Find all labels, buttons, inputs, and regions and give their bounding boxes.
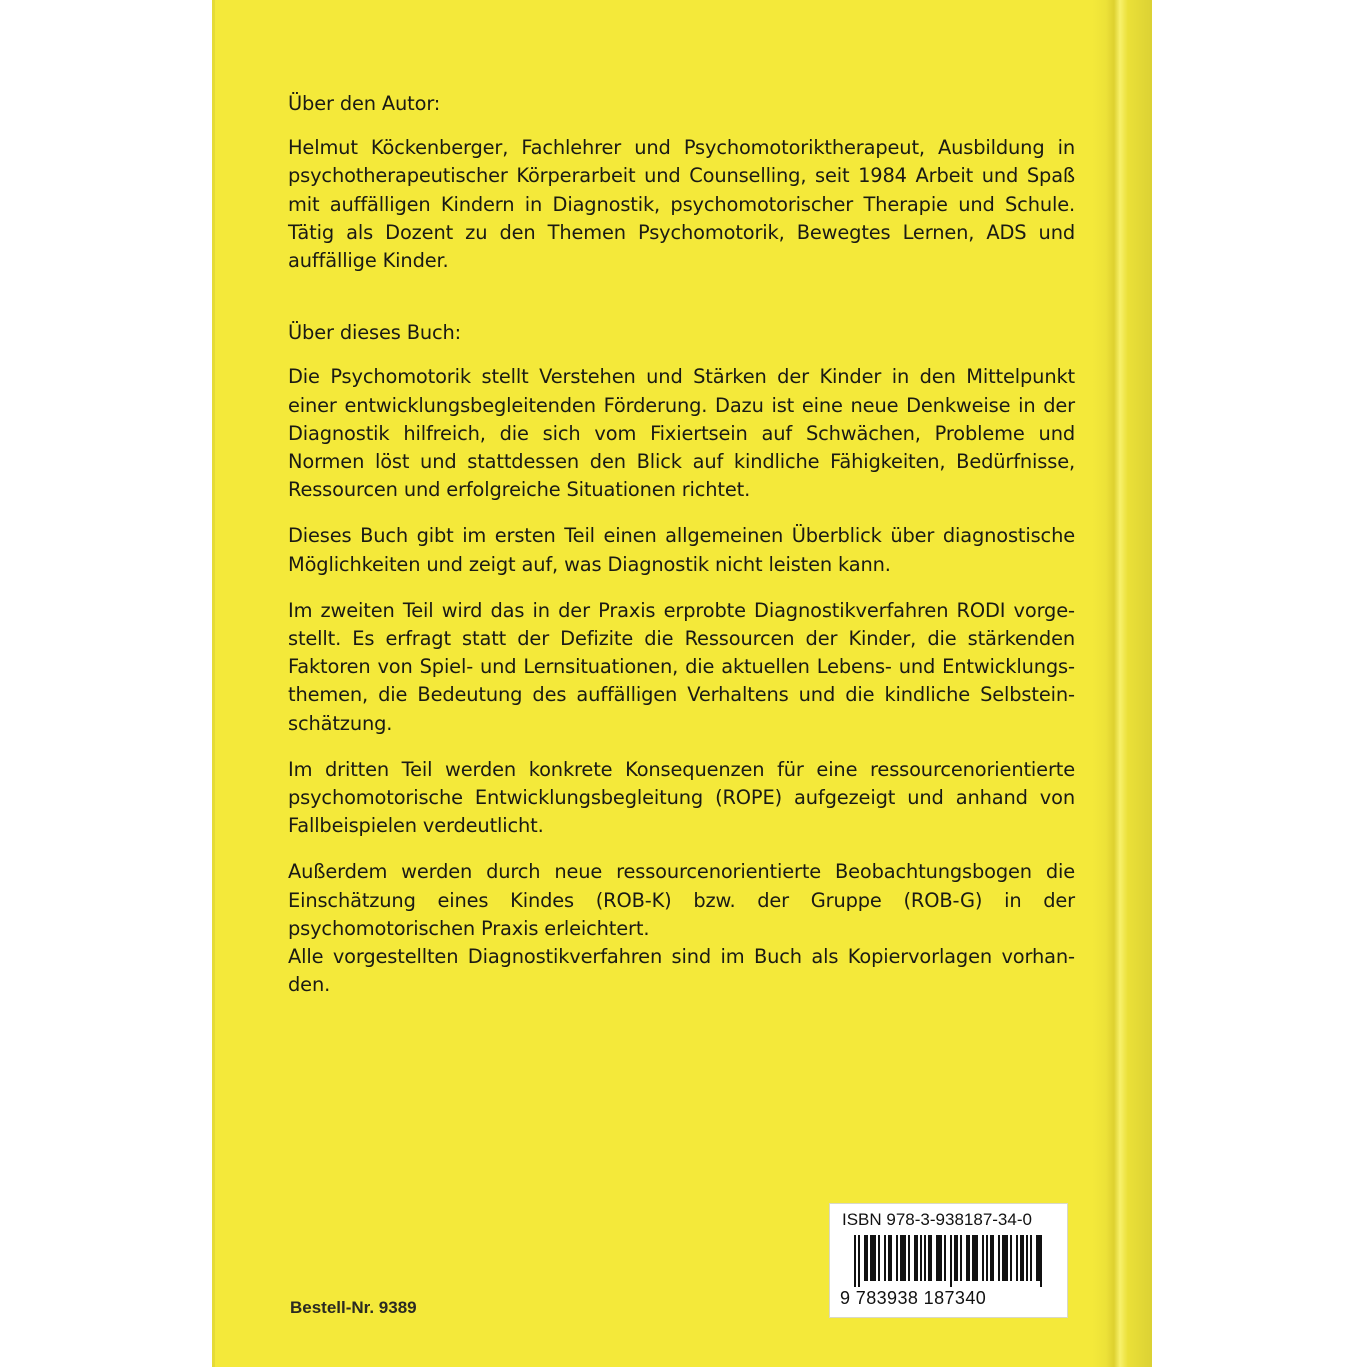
cover-text — [288, 90, 1075, 1017]
barcode-bar — [1026, 1235, 1028, 1281]
barcode-bar — [944, 1235, 946, 1281]
about-book-heading: Über dieses Buch: — [288, 321, 462, 345]
barcode-bar — [1038, 1235, 1040, 1281]
isbn-barcode — [829, 1203, 1068, 1318]
barcode-bar — [890, 1235, 892, 1281]
barcode-bar — [1020, 1235, 1022, 1281]
barcode-bar — [1016, 1235, 1018, 1281]
section-spacer — [288, 293, 1075, 319]
barcode-bar — [914, 1235, 916, 1281]
barcode-bars — [854, 1235, 1044, 1287]
barcode-bar — [990, 1235, 992, 1281]
book-paragraph-6: Alle vorgestellten Diagnostikverfahren sind im Buch als Kopiervorlagen vorhanden. — [288, 945, 1075, 997]
barcode-bar — [992, 1235, 994, 1281]
barcode-bar — [974, 1235, 976, 1281]
cover-edge — [212, 0, 215, 1367]
barcode-bar — [872, 1235, 874, 1281]
barcode-bar — [960, 1235, 962, 1281]
barcode-bar — [884, 1235, 886, 1281]
order-number: Bestell-Nr. 9389 — [290, 1298, 417, 1317]
barcode-bar — [854, 1235, 856, 1287]
barcode-bar — [858, 1235, 860, 1287]
barcode-bar — [1036, 1235, 1038, 1281]
barcode-bar — [1022, 1235, 1024, 1281]
barcode-bar — [904, 1235, 906, 1281]
barcode-bar — [920, 1235, 922, 1281]
about-author-heading: Über den Autor: — [288, 92, 441, 115]
barcode-bar — [902, 1235, 904, 1281]
barcode-bar — [972, 1235, 974, 1281]
barcode-bar — [870, 1235, 872, 1281]
book-paragraph-4: Im dritten Teil werden konkrete Konsequenzen für eine ressourcenorientierte psychomotorische Entwicklungsbegleitung (ROPE) aufgezeigt und anhand von Fallbeispielen verdeutlicht. — [288, 757, 1075, 838]
barcode-bar — [866, 1235, 868, 1281]
barcode-bar — [874, 1235, 876, 1281]
barcode-bar — [928, 1235, 930, 1281]
barcode-bar — [908, 1235, 910, 1281]
barcode-bar — [924, 1235, 926, 1281]
book-paragraph-1: Die Psychomotorik stellt Verstehen und Stärken der Kinder in den Mittelpunkt einer entwicklungsbegleitenden Förderung. Dazu ist eine neue Denkweise in der Diagnostik hilfreich, die sich vom Fixiertsein auf Schwächen, Probleme und Normen löst und stattdessen den Blick auf kindliche Fähigkeiten, Bedürfnisse, Ressourcen und erfolgreiche Situationen richtet. — [288, 365, 1075, 502]
book-paragraph-2: Dieses Buch gibt im ersten Teil einen allgemeinen Überblick über diagnostische Möglichkeiten und zeigt auf, was Diagnostik nicht leisten kann. — [288, 524, 1075, 576]
barcode-bar — [930, 1235, 932, 1281]
book-paragraph-5: Außerdem werden durch neue ressourcenorientierte Beobachtungsbogen die Einschätzung eines Kindes (ROB-K) bzw. der Gruppe (ROB-G) in der psychomotorischen Praxis erleichtert. — [288, 860, 1075, 940]
barcode-bar — [878, 1235, 880, 1281]
barcode-bar — [916, 1235, 918, 1281]
barcode-bar — [966, 1235, 968, 1281]
barcode-bar — [888, 1235, 890, 1281]
book-spine — [1092, 0, 1152, 1367]
barcode-bar — [968, 1235, 970, 1281]
barcode-bar — [1004, 1235, 1006, 1281]
barcode-bar — [896, 1235, 898, 1281]
book-paragraph-3: Im zweiten Teil wird das in der Praxis erprobte Diagnostikverfahren RODI vorgestellt. Es erfragt statt der Defizite die Ressourcen der Kinder, die stärkenden Faktoren von Spiel- und Lernsituationen, die aktuellen Lebens- und Entwicklungsthemen, die Bedeutung des auffälligen Verhaltens und die kindliche Selbsteinschätzung. — [288, 598, 1075, 735]
barcode-bar — [982, 1235, 984, 1281]
barcode-bar — [1002, 1235, 1004, 1281]
barcode-bar — [1006, 1235, 1008, 1281]
barcode-bar — [900, 1235, 902, 1281]
barcode-bar — [938, 1235, 940, 1281]
barcode-bar — [1040, 1235, 1042, 1287]
barcode-bar — [936, 1235, 938, 1281]
barcode-bar — [950, 1235, 952, 1287]
barcode-bar — [986, 1235, 988, 1281]
barcode-bar — [998, 1235, 1000, 1281]
isbn-label: ISBN 978-3-938187-34-0 — [842, 1210, 1032, 1229]
barcode-bar — [976, 1235, 978, 1281]
barcode-bar — [954, 1235, 956, 1281]
barcode-digits: 9 783938 187340 — [840, 1288, 987, 1308]
barcode-bar — [940, 1235, 942, 1281]
barcode-bar — [1030, 1235, 1032, 1281]
barcode-bar — [1010, 1235, 1012, 1281]
barcode-bar — [864, 1235, 866, 1281]
barcode-bar — [956, 1235, 958, 1281]
about-author-text: Helmut Köckenberger, Fachlehrer und Psychomotoriktherapeut, Ausbildung in psychotherapeutischer Körperarbeit und Counselling, seit 1984 Arbeit und Spaß mit auffälligen Kindern in Diagnostik, psychomotorischer Therapie und Schule. Tätig als Dozent zu den Themen Psychomotorik, Bewegtes Lernen, ADS und auffällige Kinder. — [288, 136, 1075, 273]
